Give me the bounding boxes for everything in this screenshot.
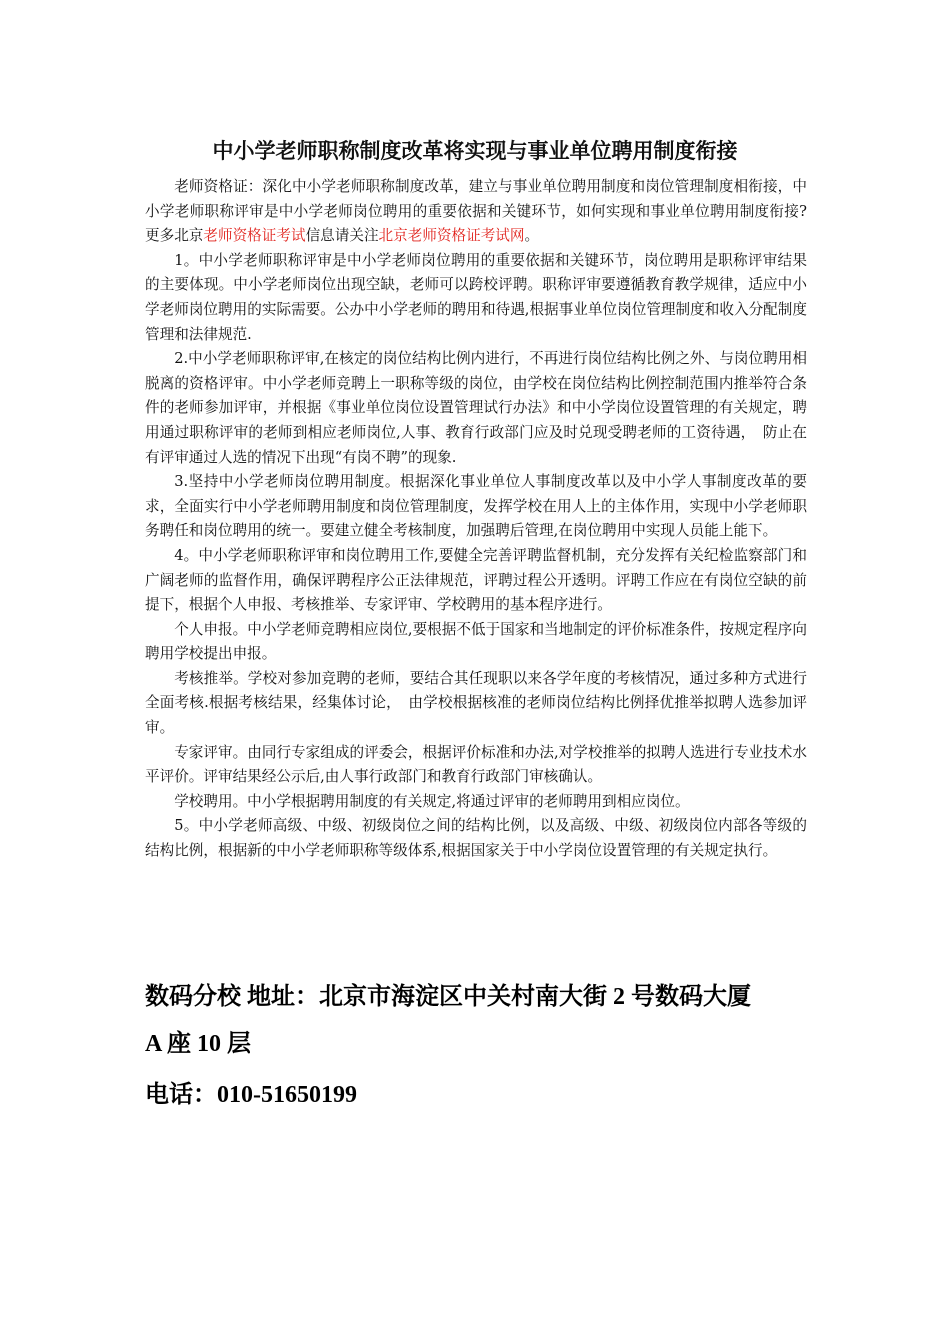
paragraph-school-hiring: 学校聘用。中小学根据聘用制度的有关规定,将通过评审的老师聘用到相应岗位。 (174, 792, 690, 810)
document-body (145, 175, 807, 864)
paragraph-3: 3.坚持中小学老师岗位聘用制度。根据深化事业单位人事制度改革以及中小学人事制度改革的要求，全面实行中小学老师聘用制度和岗位管理制度，发挥学校在用人上的主体作用，实现中小学老师职务聘任和岗位聘用的统一。要建立健全考核制度，加强聘后管理,在岗位聘用中实现人员能上能下。 (145, 473, 807, 540)
paragraph-expert-review: 专家评审。由同行专家组成的评委会，根据评价标准和办法,对学校推举的拟聘人选进行专业技术水平评价。评审结果经公示后,由人事行政部门和教育行政部门审核确认。 (145, 743, 807, 786)
intro-text: 老师资格证：深化中小学老师职称制度改革，建立与事业单位聘用制度和岗位管理制度相衔接，中小学老师职称评审是中小学老师岗位聘用的重要依据和关键环节，如何实现和事业单位聘用制度衔接?更多北京 (145, 178, 807, 245)
address-line-1: 数码分校 地址：北京市海淀区中关村南大街 2 号数码大厦 (145, 984, 751, 1010)
intro-text-end: 。 (524, 227, 540, 245)
exam-link[interactable]: 老师资格证考试 (203, 227, 306, 245)
paragraph-personal-application: 个人申报。中小学老师竞聘相应岗位,要根据不低于国家和当地制定的评价标准条件，按规定程序向聘用学校提出申报。 (145, 620, 807, 663)
paragraph-4: 4。中小学老师职称评审和岗位聘用工作,要健全完善评聘监督机制，充分发挥有关纪检监察部门和广阔老师的监督作用，确保评聘程序公正法律规范，评聘过程公开透明。评聘工作应在有岗位空缺的前提下，根据个人申报、考核推举、专家评审、学校聘用的基本程序进行。 (145, 546, 807, 614)
phone-number: 电话：010-51650199 (145, 1082, 357, 1108)
intro-paragraph (145, 175, 807, 249)
exam-website-link[interactable]: 北京老师资格证考试网 (378, 227, 525, 245)
paragraph-1: 1。中小学老师职称评审是中小学老师岗位聘用的重要依据和关键环节，岗位聘用是职称评审结果的主要体现。中小学老师岗位出现空缺，老师可以跨校评聘。职称评审要遵循教育教学规律，适应中小学老师岗位聘用的实际需要。公办中小学老师的聘用和待遇,根据事业单位岗位管理制度和收入分配制度管理和法律规范. (145, 251, 807, 343)
contact-footer (145, 982, 815, 1110)
intro-text-middle: 信息请关注 (305, 227, 379, 245)
paragraph-2: 2.中小学老师职称评审,在核定的岗位结构比例内进行，不再进行岗位结构比例之外、与岗位聘用相脱离的资格评审。中小学老师竞聘上一职称等级的岗位，由学校在岗位结构比例控制范围内推举符合条件的老师参加评审，并根据《事业单位岗位设置管理试行办法》和中小学岗位设置管理的有关规定，聘用通过职称评审的老师到相应老师岗位,人事、教育行政部门应及时兑现受聘老师的工资待遇， 防止在有评审通过人选的情况下出现“有岗不聘”的现象. (145, 350, 807, 466)
paragraph-assessment: 考核推举。学校对参加竞聘的老师，要结合其任现职以来各学年度的考核情况，通过多种方式进行全面考核.根据考核结果，经集体讨论， 由学校根据核准的老师岗位结构比例择优推举拟聘人选参加评审。 (145, 669, 807, 737)
address-line-2: A 座 10 层 (145, 1031, 252, 1057)
paragraph-5: 5。中小学老师高级、中级、初级岗位之间的结构比例，以及高级、中级、初级岗位内部各等级的结构比例，根据新的中小学老师职称等级体系,根据国家关于中小学岗位设置管理的有关规定执行。 (145, 817, 807, 860)
document-title: 中小学老师职称制度改革将实现与事业单位聘用制度衔接 (212, 139, 738, 163)
